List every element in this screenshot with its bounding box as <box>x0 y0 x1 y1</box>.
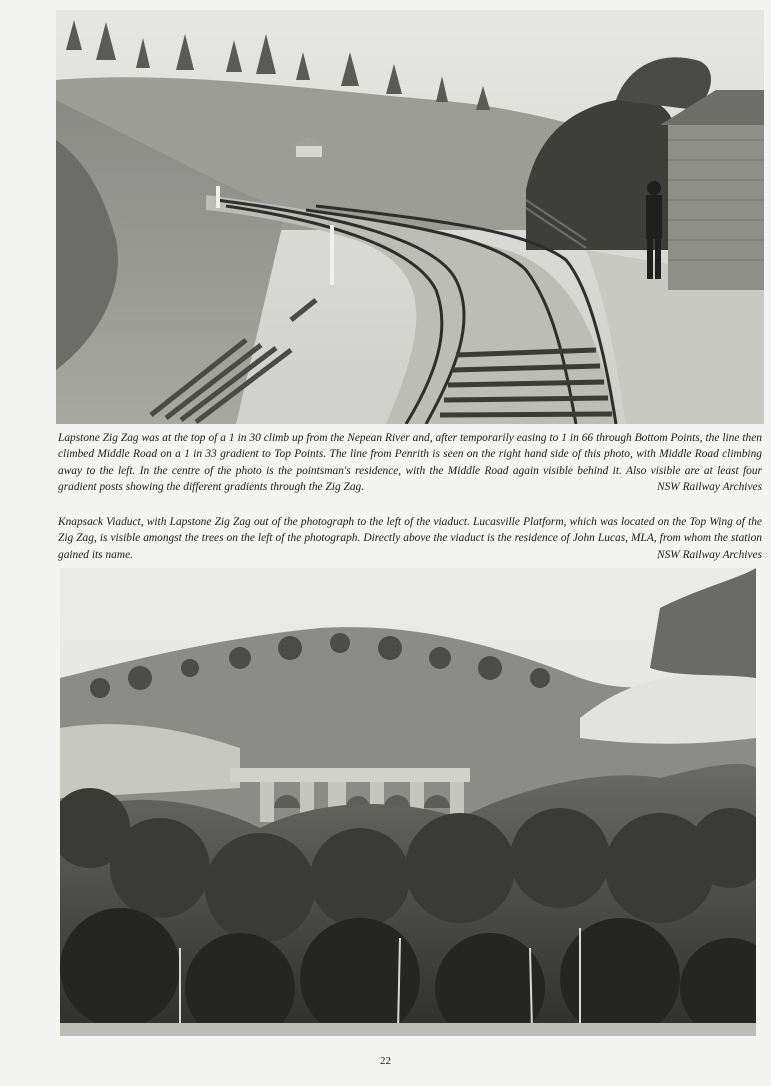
caption-lapstone-zig-zag <box>58 430 762 496</box>
viaduct-photo-illustration <box>60 568 756 1036</box>
caption-text: Knapsack Viaduct, with Lapstone Zig Zag out of the photograph to the left of the viaduct. Lucasville Platform, which was located on the Top Wing of the Zig Zag, is visible amongst the trees on the left of the photograph. Directly above the viaduct is the residence of John Lucas, MLA, from whom the station gained its name. <box>58 516 762 561</box>
photo-credit: NSW Railway Archives <box>656 481 762 494</box>
caption-knapsack-viaduct <box>58 514 762 563</box>
zig-zag-photo-illustration <box>56 10 764 424</box>
photo-credit: NSW Railway Archives <box>656 548 762 561</box>
caption-text: Lapstone Zig Zag was at the top of a 1 in 30 climb up from the Nepean River and, after temporarily easing to 1 in 66 through Bottom Points, the line then climbed Middle Road on a 1 in 33 gradient to Top Points. The line from Penrith is seen on the right hand side of this photo, with Middle Road climbing away to the left. In the centre of the photo is the pointsman's residence, with the Middle Road again visible behind it. Also visible are at least four gradient posts showing the different gradients through the Zig Zag. <box>58 432 762 494</box>
photo-lapstone-zig-zag <box>56 10 764 424</box>
page-number: 22 <box>380 1055 391 1067</box>
photo-knapsack-viaduct <box>60 568 756 1036</box>
